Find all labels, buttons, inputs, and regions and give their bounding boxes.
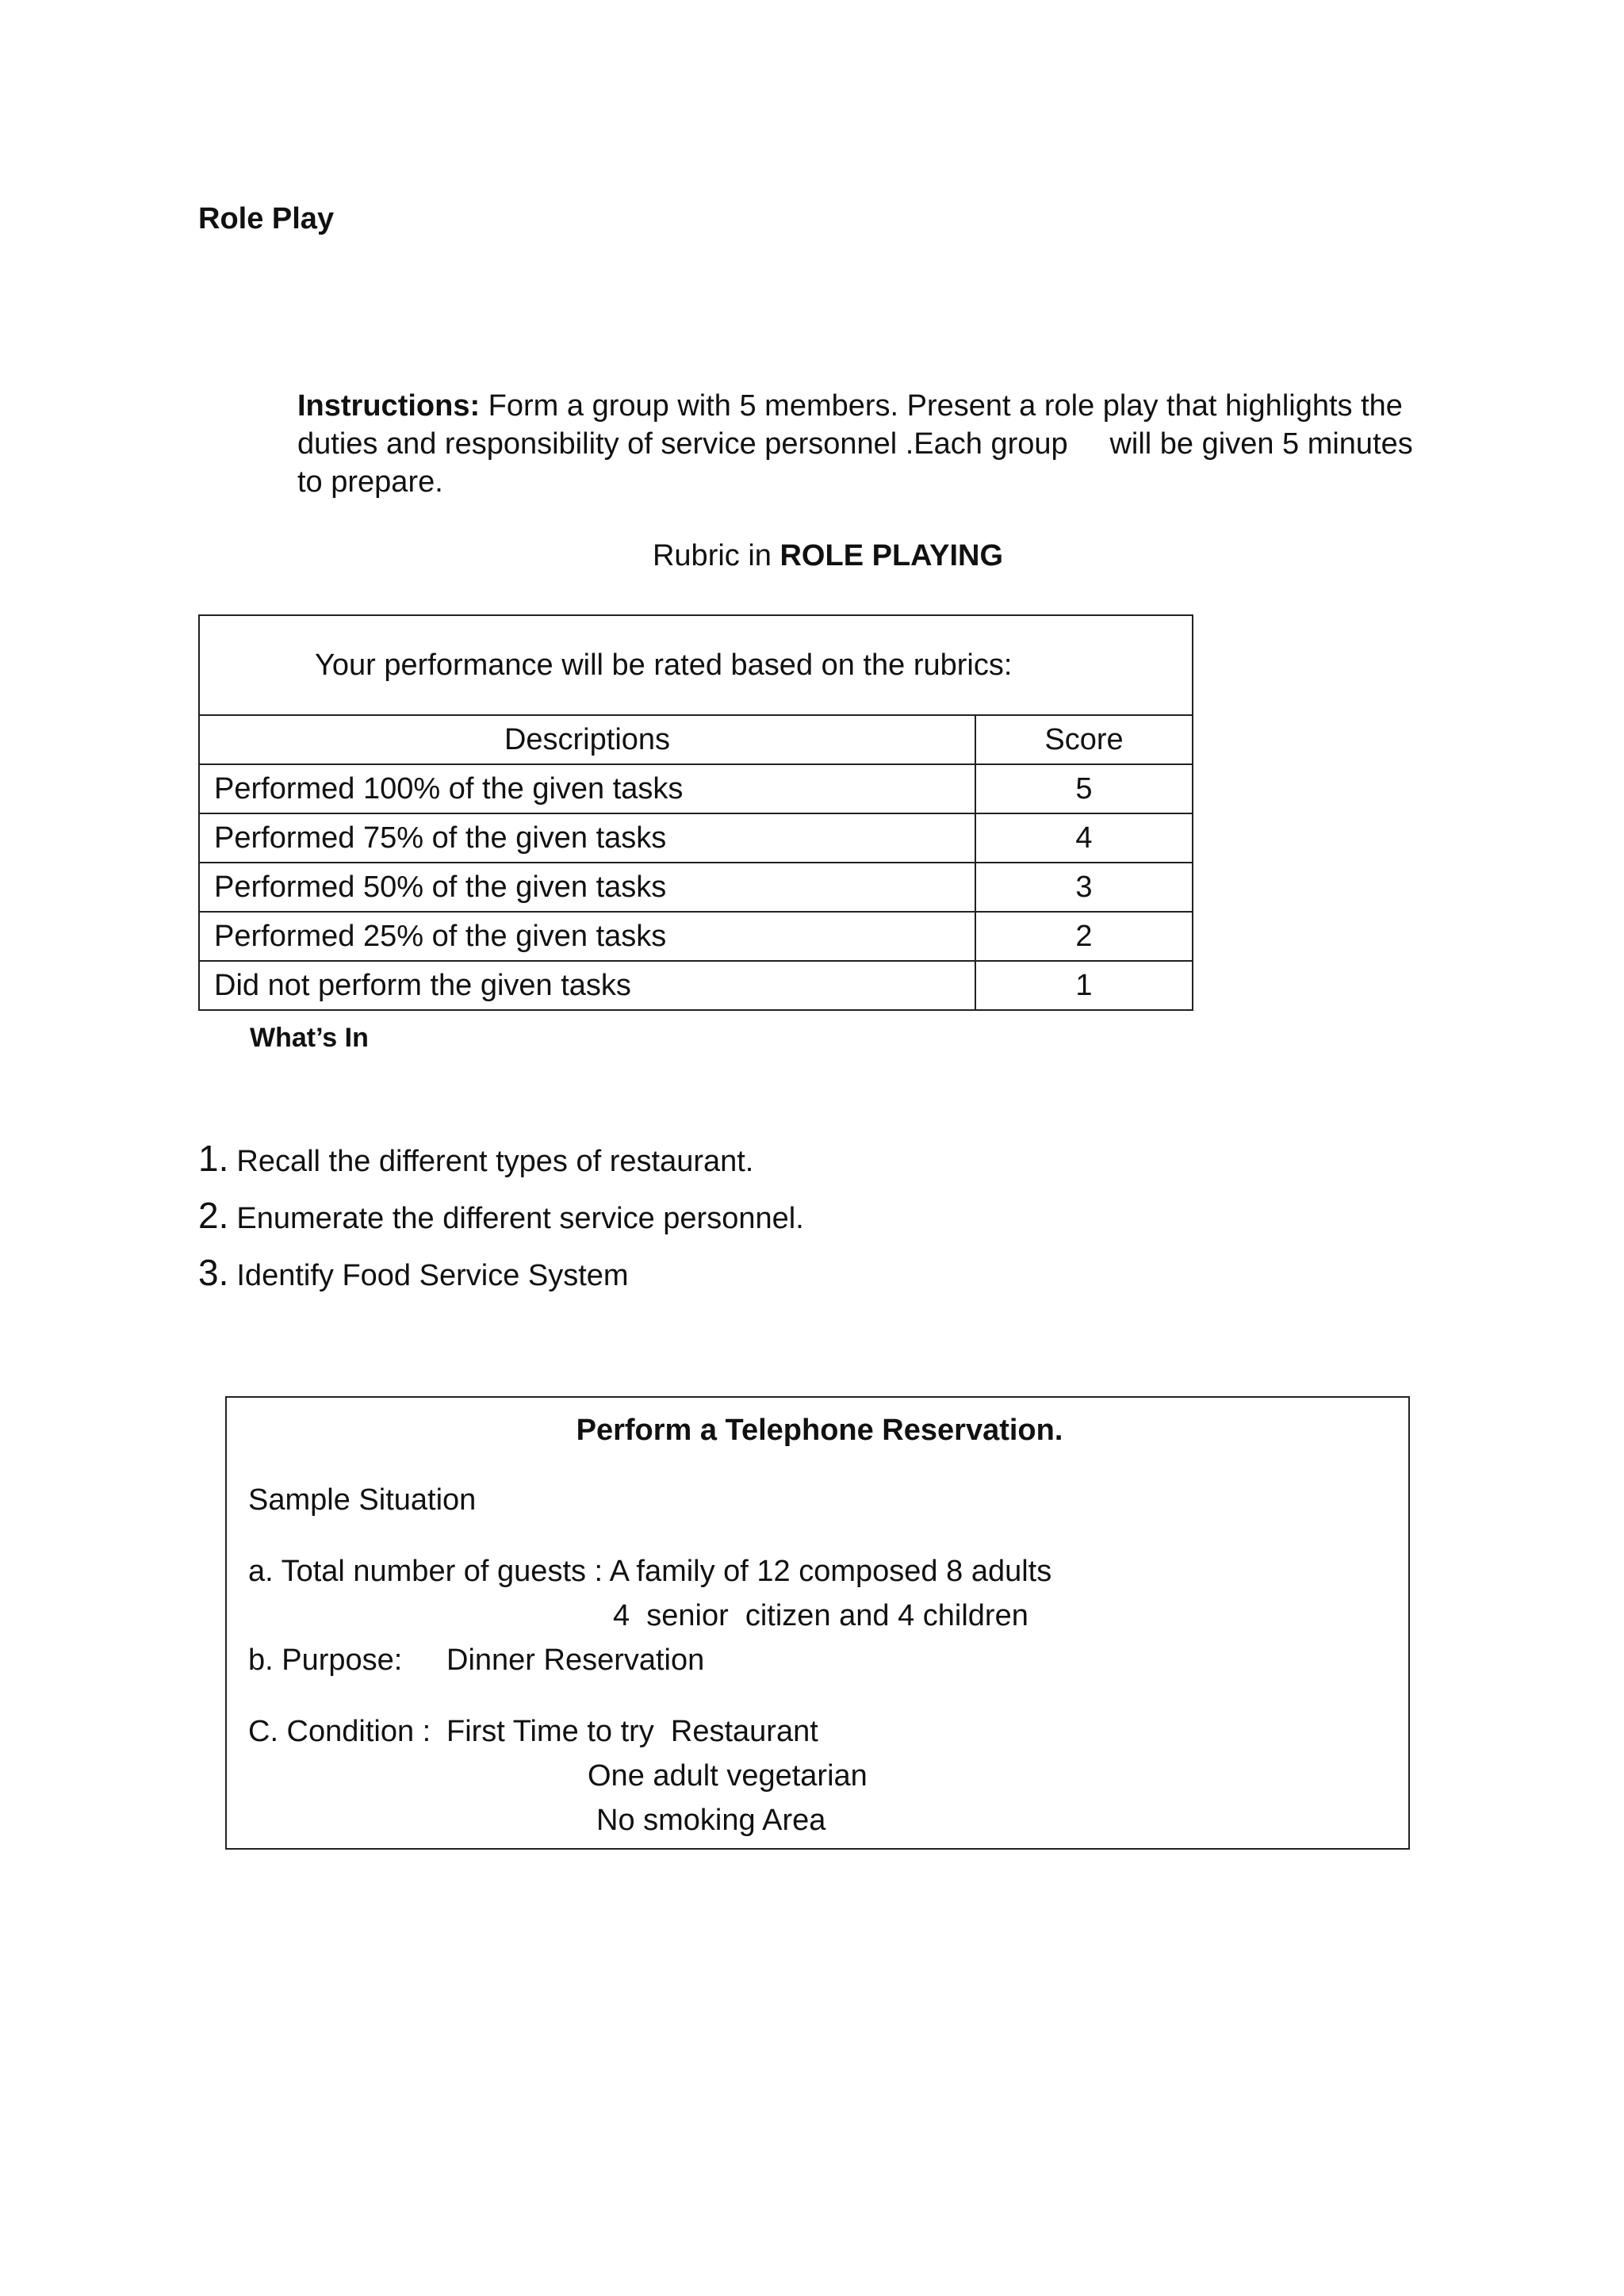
purpose-value: Dinner Reservation xyxy=(446,1644,705,1677)
list-item-text: Recall the different types of restaurant. xyxy=(236,1145,754,1178)
guests-line-2: 4 senior citizen and 4 children xyxy=(613,1599,1028,1632)
list-item-number: 2. xyxy=(198,1195,229,1236)
list-item xyxy=(198,1187,804,1244)
instructions xyxy=(297,387,1439,501)
reservation-title: Perform a Telephone Reservation. xyxy=(576,1414,1063,1447)
page-title: Role Play xyxy=(198,202,335,235)
row-description: Performed 75% of the given tasks xyxy=(199,813,975,863)
instructions-text-2: duties and responsibility of service personnel .Each group will be given 5 minutes xyxy=(297,427,1413,461)
rubric-heading-bold: ROLE PLAYING xyxy=(779,539,1004,572)
row-score: 2 xyxy=(975,912,1193,961)
row-score: 5 xyxy=(975,764,1193,813)
table-row xyxy=(199,813,1193,863)
whats-in-heading: What’s In xyxy=(250,1023,369,1053)
list-item-text: Enumerate the different service personnel. xyxy=(236,1202,804,1235)
reservation-box xyxy=(225,1396,1410,1850)
condition-line-3: No smoking Area xyxy=(596,1804,826,1837)
row-description: Did not perform the given tasks xyxy=(199,961,975,1010)
table-row xyxy=(199,961,1193,1010)
rubric-heading xyxy=(0,539,1624,573)
column-header-descriptions: Descriptions xyxy=(199,715,975,764)
table-row xyxy=(199,764,1193,813)
rubric-table xyxy=(198,614,1193,1011)
rubric-heading-prefix: Rubric in xyxy=(652,539,780,572)
instructions-text-3: to prepare. xyxy=(297,465,443,499)
rubric-caption-row xyxy=(199,615,1193,715)
instructions-text-1: Form a group with 5 members. Present a role play that highlights the xyxy=(480,389,1403,423)
list-item xyxy=(198,1130,804,1187)
column-header-score: Score xyxy=(975,715,1193,764)
list-item-number: 3. xyxy=(198,1252,229,1293)
row-score: 3 xyxy=(975,863,1193,912)
row-description: Performed 50% of the given tasks xyxy=(199,863,975,912)
condition-line-2: One adult vegetarian xyxy=(588,1759,868,1793)
condition-line-1: First Time to try Restaurant xyxy=(446,1715,818,1748)
condition-label: C. Condition : xyxy=(248,1715,431,1748)
row-score: 4 xyxy=(975,813,1193,863)
row-score: 1 xyxy=(975,961,1193,1010)
row-description: Performed 100% of the given tasks xyxy=(199,764,975,813)
list-item-text: Identify Food Service System xyxy=(236,1259,629,1292)
guests-line-1: a. Total number of guests : A family of 12 composed 8 adults xyxy=(248,1555,1052,1588)
table-row xyxy=(199,863,1193,912)
row-description: Performed 25% of the given tasks xyxy=(199,912,975,961)
instructions-line-1 xyxy=(297,387,1439,425)
purpose-label: b. Purpose: xyxy=(248,1644,403,1677)
table-row xyxy=(199,912,1193,961)
instructions-label: Instructions: xyxy=(297,389,481,423)
sample-situation-label: Sample Situation xyxy=(248,1483,477,1517)
rubric-caption: Your performance will be rated based on the rubrics: xyxy=(199,615,1193,715)
list-item xyxy=(198,1244,804,1301)
rubric-header-row xyxy=(199,715,1193,764)
whats-in-list xyxy=(198,1130,804,1301)
list-item-number: 1. xyxy=(198,1138,229,1179)
